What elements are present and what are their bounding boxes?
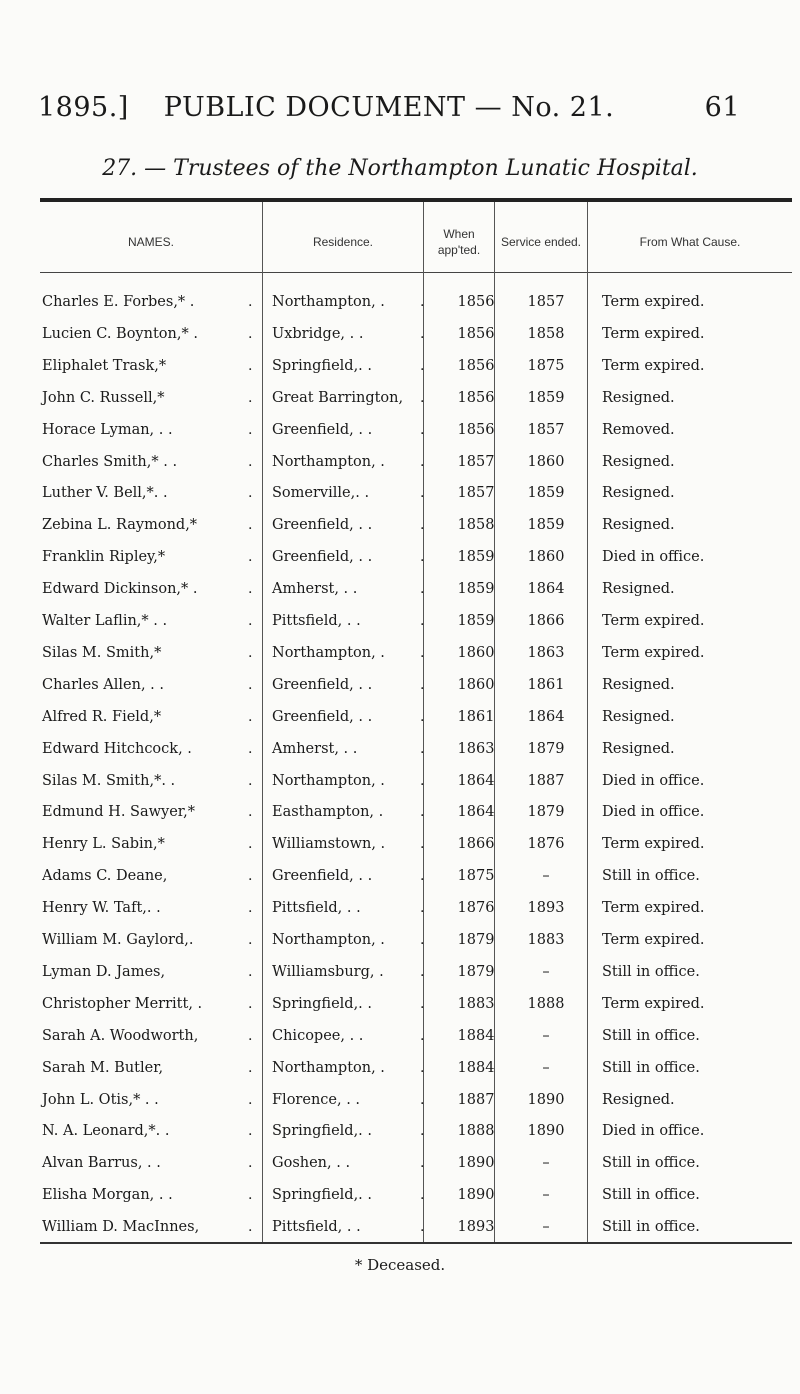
name-leader-dot: . <box>248 996 253 1012</box>
appointed-year: 1890 <box>457 1155 495 1171</box>
appointed-year: 1879 <box>457 964 495 980</box>
name-leader-dot: . <box>248 836 253 852</box>
residence-leader-dot: . <box>420 868 425 884</box>
appointed-year: 1884 <box>457 1028 495 1044</box>
name-leader-dot: . <box>248 1060 253 1076</box>
table-row <box>40 796 792 828</box>
service-ended-year: 1864 <box>527 581 565 597</box>
residence-cell: Williamstown, . <box>272 836 386 852</box>
residence-cell: Northampton, . <box>272 294 385 310</box>
cause-cell: Term expired. <box>602 645 705 661</box>
table-caption: Trustees of the Northampton Lunatic Hospital. <box>173 156 698 181</box>
cause-cell: Resigned. <box>602 581 675 597</box>
residence-cell: Northampton, . <box>272 932 385 948</box>
table-row <box>40 1052 792 1084</box>
service-ended-year: – <box>542 964 550 980</box>
service-ended-year: 1890 <box>527 1092 565 1108</box>
trustee-name: Henry L. Sabin,* <box>42 836 165 852</box>
residence-cell: Northampton, . <box>272 645 385 661</box>
cause-cell: Died in office. <box>602 549 705 565</box>
residence-cell: Somerville,. . <box>272 485 370 501</box>
trustee-name: Walter Laflin,* . . <box>42 613 168 629</box>
table-title <box>0 156 800 181</box>
service-ended-year: – <box>542 868 550 884</box>
running-head <box>38 92 740 132</box>
table-row <box>40 733 792 765</box>
service-ended-year: 1859 <box>527 517 565 533</box>
trustee-name: Alfred R. Field,* <box>42 709 162 725</box>
name-leader-dot: . <box>248 1028 253 1044</box>
trustee-name: Alvan Barrus, . . <box>42 1155 161 1171</box>
table-row <box>40 1020 792 1052</box>
trustee-name: Eliphalet Trask,* <box>42 358 167 374</box>
header-ended: Service ended. <box>500 235 582 249</box>
name-leader-dot: . <box>248 645 253 661</box>
name-leader-dot: . <box>248 1187 253 1203</box>
residence-leader-dot: . <box>420 613 425 629</box>
trustee-name: William M. Gaylord,. <box>42 932 194 948</box>
residence-cell: Northampton, . <box>272 454 385 470</box>
cause-cell: Still in office. <box>602 1219 700 1235</box>
service-ended-year: 1883 <box>527 932 565 948</box>
name-leader-dot: . <box>248 964 253 980</box>
service-ended-year: 1879 <box>527 804 565 820</box>
residence-leader-dot: . <box>420 996 425 1012</box>
name-leader-dot: . <box>248 422 253 438</box>
residence-leader-dot: . <box>420 326 425 342</box>
residence-cell: Florence, . . <box>272 1092 361 1108</box>
residence-cell: Springfield,. . <box>272 358 373 374</box>
trustee-name: Silas M. Smith,*. . <box>42 773 176 789</box>
residence-cell: Springfield,. . <box>272 1187 373 1203</box>
cause-cell: Resigned. <box>602 485 675 501</box>
appointed-year: 1858 <box>457 517 495 533</box>
service-ended-year: – <box>542 1155 550 1171</box>
residence-cell: Williamsburg, . <box>272 964 384 980</box>
table-row <box>40 509 792 541</box>
table-row <box>40 477 792 509</box>
table-row <box>40 1115 792 1147</box>
residence-cell: Greenfield, . . <box>272 868 373 884</box>
table-row <box>40 286 792 318</box>
residence-leader-dot: . <box>420 677 425 693</box>
cause-cell: Resigned. <box>602 390 675 406</box>
trustee-name: John L. Otis,* . . <box>42 1092 159 1108</box>
service-ended-year: 1859 <box>527 390 565 406</box>
trustee-name: Henry W. Taft,. . <box>42 900 161 916</box>
residence-leader-dot: . <box>420 932 425 948</box>
residence-cell: Pittsfield, . . <box>272 1219 361 1235</box>
trustee-name: Elisha Morgan, . . <box>42 1187 173 1203</box>
cause-cell: Resigned. <box>602 709 675 725</box>
table-row <box>40 605 792 637</box>
trustee-name: Charles E. Forbes,* . <box>42 294 195 310</box>
name-leader-dot: . <box>248 1155 253 1171</box>
cause-cell: Term expired. <box>602 900 705 916</box>
residence-leader-dot: . <box>420 645 425 661</box>
table-row <box>40 350 792 382</box>
name-leader-dot: . <box>248 773 253 789</box>
service-ended-year: 1893 <box>527 900 565 916</box>
cause-cell: Still in office. <box>602 1060 700 1076</box>
service-ended-year: 1860 <box>527 549 565 565</box>
residence-cell: Greenfield, . . <box>272 709 373 725</box>
cause-cell: Term expired. <box>602 294 705 310</box>
trustee-name: Zebina L. Raymond,* <box>42 517 198 533</box>
name-leader-dot: . <box>248 1123 253 1139</box>
cause-cell: Still in office. <box>602 964 700 980</box>
appointed-year: 1875 <box>457 868 495 884</box>
residence-leader-dot: . <box>420 1060 425 1076</box>
trustee-name: Charles Smith,* . . <box>42 454 178 470</box>
appointed-year: 1884 <box>457 1060 495 1076</box>
residence-leader-dot: . <box>420 581 425 597</box>
service-ended-year: 1858 <box>527 326 565 342</box>
residence-leader-dot: . <box>420 485 425 501</box>
residence-leader-dot: . <box>420 294 425 310</box>
name-leader-dot: . <box>248 358 253 374</box>
residence-cell: Goshen, . . <box>272 1155 351 1171</box>
name-leader-dot: . <box>248 1219 253 1235</box>
year-label: 1895.] <box>38 92 129 123</box>
cause-cell: Resigned. <box>602 454 675 470</box>
header-rule <box>40 272 792 273</box>
appointed-year: 1883 <box>457 996 495 1012</box>
table-row <box>40 414 792 446</box>
table-row <box>40 701 792 733</box>
bottom-rule <box>40 1242 792 1244</box>
residence-leader-dot: . <box>420 358 425 374</box>
appointed-year: 1887 <box>457 1092 495 1108</box>
service-ended-year: 1861 <box>527 677 565 693</box>
table-row <box>40 988 792 1020</box>
appointed-year: 1857 <box>457 454 495 470</box>
service-ended-year: 1864 <box>527 709 565 725</box>
trustee-name: Sarah A. Woodworth, <box>42 1028 199 1044</box>
residence-leader-dot: . <box>420 1155 425 1171</box>
table-row <box>40 1147 792 1179</box>
service-ended-year: – <box>542 1187 550 1203</box>
residence-cell: Amherst, . . <box>272 581 358 597</box>
residence-cell: Greenfield, . . <box>272 422 373 438</box>
residence-cell: Greenfield, . . <box>272 549 373 565</box>
name-leader-dot: . <box>248 932 253 948</box>
cause-cell: Removed. <box>602 422 675 438</box>
table-row <box>40 765 792 797</box>
name-leader-dot: . <box>248 549 253 565</box>
residence-cell: Greenfield, . . <box>272 677 373 693</box>
residence-cell: Amherst, . . <box>272 741 358 757</box>
appointed-year: 1856 <box>457 326 495 342</box>
header-cause: From What Cause. <box>639 235 741 249</box>
name-leader-dot: . <box>248 1092 253 1108</box>
residence-leader-dot: . <box>420 804 425 820</box>
name-leader-dot: . <box>248 517 253 533</box>
name-leader-dot: . <box>248 709 253 725</box>
appointed-year: 1857 <box>457 485 495 501</box>
table-row <box>40 637 792 669</box>
residence-cell: Northampton, . <box>272 1060 385 1076</box>
residence-leader-dot: . <box>420 549 425 565</box>
table-row <box>40 446 792 478</box>
table-row <box>40 1084 792 1116</box>
service-ended-year: 1888 <box>527 996 565 1012</box>
table-row <box>40 573 792 605</box>
appointed-year: 1859 <box>457 549 495 565</box>
service-ended-year: 1879 <box>527 741 565 757</box>
top-rule <box>40 198 792 202</box>
name-leader-dot: . <box>248 485 253 501</box>
appointed-year: 1864 <box>457 773 495 789</box>
residence-cell: Greenfield, . . <box>272 517 373 533</box>
service-ended-year: 1887 <box>527 773 565 789</box>
cause-cell: Still in office. <box>602 1155 700 1171</box>
residence-leader-dot: . <box>420 1219 425 1235</box>
appointed-year: 1859 <box>457 581 495 597</box>
service-ended-year: – <box>542 1060 550 1076</box>
trustee-name: Silas M. Smith,* <box>42 645 162 661</box>
appointed-year: 1879 <box>457 932 495 948</box>
cause-cell: Died in office. <box>602 1123 705 1139</box>
appointed-year: 1866 <box>457 836 495 852</box>
trustee-name: Sarah M. Butler, <box>42 1060 164 1076</box>
appointed-year: 1890 <box>457 1187 495 1203</box>
trustee-name: John C. Russell,* <box>42 390 165 406</box>
cause-cell: Term expired. <box>602 358 705 374</box>
appointed-year: 1863 <box>457 741 495 757</box>
trustee-name: N. A. Leonard,*. . <box>42 1123 170 1139</box>
service-ended-year: 1875 <box>527 358 565 374</box>
appointed-year: 1888 <box>457 1123 495 1139</box>
service-ended-year: 1857 <box>527 422 565 438</box>
residence-leader-dot: . <box>420 1092 425 1108</box>
name-leader-dot: . <box>248 868 253 884</box>
residence-cell: Springfield,. . <box>272 996 373 1012</box>
footnote: * Deceased. <box>354 1256 446 1274</box>
trustee-name: Luther V. Bell,*. . <box>42 485 168 501</box>
cause-cell: Resigned. <box>602 1092 675 1108</box>
residence-leader-dot: . <box>420 390 425 406</box>
trustee-name: Lyman D. James, <box>42 964 166 980</box>
residence-cell: Easthampton, . <box>272 804 384 820</box>
appointed-year: 1860 <box>457 645 495 661</box>
residence-leader-dot: . <box>420 741 425 757</box>
trustee-name: William D. MacInnes, <box>42 1219 200 1235</box>
trustee-name: Horace Lyman, . . <box>42 422 173 438</box>
residence-leader-dot: . <box>420 422 425 438</box>
residence-leader-dot: . <box>420 964 425 980</box>
residence-leader-dot: . <box>420 836 425 852</box>
cause-cell: Term expired. <box>602 613 705 629</box>
table-row <box>40 828 792 860</box>
service-ended-year: 1890 <box>527 1123 565 1139</box>
cause-cell: Term expired. <box>602 996 705 1012</box>
table-row <box>40 860 792 892</box>
trustee-name: Edward Dickinson,* . <box>42 581 198 597</box>
name-leader-dot: . <box>248 677 253 693</box>
residence-leader-dot: . <box>420 900 425 916</box>
cause-cell: Term expired. <box>602 932 705 948</box>
trustee-name: Edmund H. Sawyer,* <box>42 804 196 820</box>
name-leader-dot: . <box>248 390 253 406</box>
header-names: NAMES. <box>127 235 174 249</box>
appointed-year: 1893 <box>457 1219 495 1235</box>
trustee-name: Franklin Ripley,* <box>42 549 166 565</box>
trustee-name: Adams C. Deane, <box>42 868 168 884</box>
appointed-year: 1856 <box>457 358 495 374</box>
name-leader-dot: . <box>248 613 253 629</box>
appointed-year: 1859 <box>457 613 495 629</box>
service-ended-year: 1857 <box>527 294 565 310</box>
residence-leader-dot: . <box>420 454 425 470</box>
service-ended-year: 1866 <box>527 613 565 629</box>
appointed-year: 1861 <box>457 709 495 725</box>
trustee-name: Christopher Merritt, . <box>42 996 203 1012</box>
cause-cell: Resigned. <box>602 677 675 693</box>
trustee-name: Charles Allen, . . <box>42 677 164 693</box>
document-title: PUBLIC DOCUMENT — No. 21. <box>163 92 615 123</box>
name-leader-dot: . <box>248 900 253 916</box>
appointed-year: 1856 <box>457 390 495 406</box>
appointed-year: 1856 <box>457 294 495 310</box>
cause-cell: Term expired. <box>602 326 705 342</box>
cause-cell: Still in office. <box>602 868 700 884</box>
residence-cell: Great Barrington, <box>272 390 404 406</box>
residence-leader-dot: . <box>420 517 425 533</box>
cause-cell: Died in office. <box>602 773 705 789</box>
service-ended-year: – <box>542 1028 550 1044</box>
table-row <box>40 318 792 350</box>
residence-cell: Chicopee, . . <box>272 1028 364 1044</box>
residence-leader-dot: . <box>420 1187 425 1203</box>
cause-cell: Still in office. <box>602 1028 700 1044</box>
name-leader-dot: . <box>248 454 253 470</box>
residence-leader-dot: . <box>420 773 425 789</box>
trustee-name: Edward Hitchcock, . <box>42 741 192 757</box>
appointed-year: 1856 <box>457 422 495 438</box>
table-number: 27. — <box>102 156 174 181</box>
table-row <box>40 1179 792 1211</box>
trustee-name: Lucien C. Boynton,* . <box>42 326 198 342</box>
table-row <box>40 669 792 701</box>
cause-cell: Resigned. <box>602 741 675 757</box>
residence-cell: Pittsfield, . . <box>272 900 361 916</box>
table-row <box>40 541 792 573</box>
header-appointed: When app'ted. <box>437 227 481 257</box>
cause-cell: Still in office. <box>602 1187 700 1203</box>
service-ended-year: 1863 <box>527 645 565 661</box>
residence-leader-dot: . <box>420 709 425 725</box>
header-residence: Residence. <box>312 235 374 249</box>
table-row <box>40 892 792 924</box>
residence-leader-dot: . <box>420 1028 425 1044</box>
service-ended-year: 1860 <box>527 454 565 470</box>
residence-leader-dot: . <box>420 1123 425 1139</box>
residence-cell: Springfield,. . <box>272 1123 373 1139</box>
residence-cell: Pittsfield, . . <box>272 613 361 629</box>
name-leader-dot: . <box>248 294 253 310</box>
appointed-year: 1860 <box>457 677 495 693</box>
table-row <box>40 1211 792 1243</box>
residence-cell: Uxbridge, . . <box>272 326 364 342</box>
name-leader-dot: . <box>248 581 253 597</box>
page-number: 61 <box>704 92 740 123</box>
appointed-year: 1864 <box>457 804 495 820</box>
name-leader-dot: . <box>248 741 253 757</box>
service-ended-year: 1859 <box>527 485 565 501</box>
appointed-year: 1876 <box>457 900 495 916</box>
cause-cell: Resigned. <box>602 517 675 533</box>
name-leader-dot: . <box>248 804 253 820</box>
table-row <box>40 924 792 956</box>
table-row <box>40 956 792 988</box>
cause-cell: Term expired. <box>602 836 705 852</box>
service-ended-year: 1876 <box>527 836 565 852</box>
residence-cell: Northampton, . <box>272 773 385 789</box>
service-ended-year: – <box>542 1219 550 1235</box>
cause-cell: Died in office. <box>602 804 705 820</box>
name-leader-dot: . <box>248 326 253 342</box>
table-row <box>40 382 792 414</box>
